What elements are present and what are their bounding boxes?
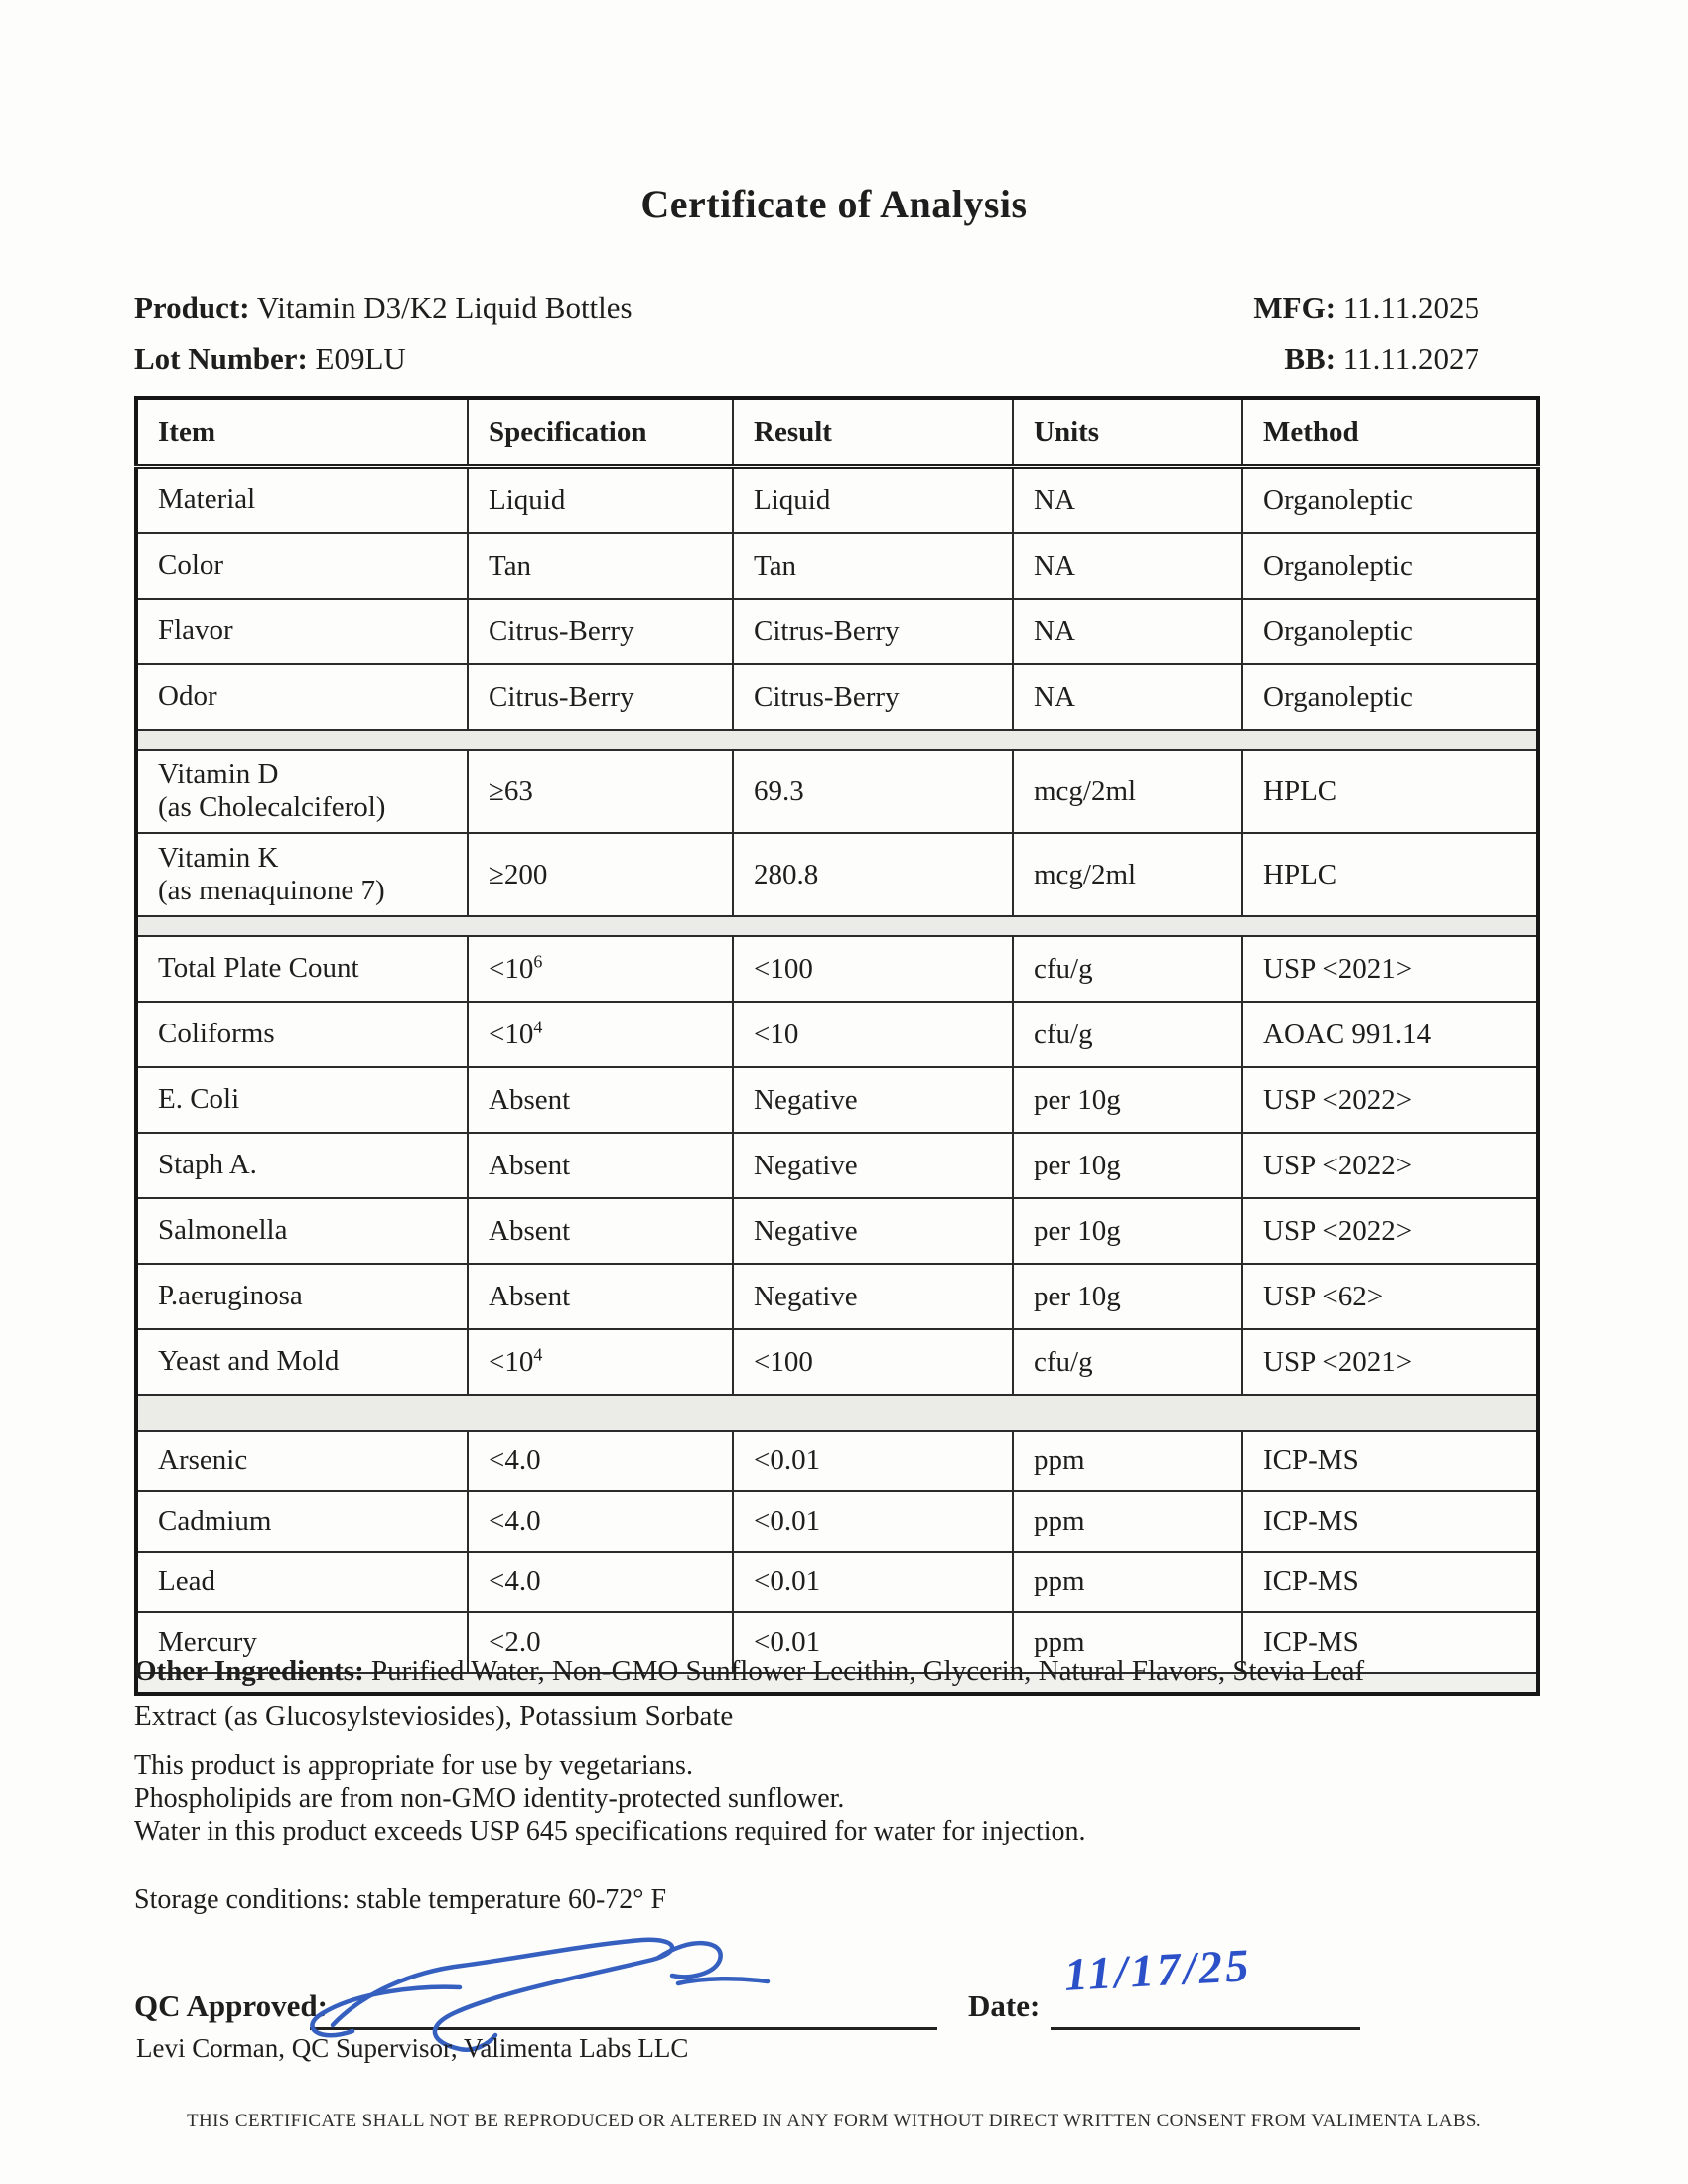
date-label: Date: bbox=[968, 1988, 1041, 2023]
cell-method: USP <2021> bbox=[1242, 936, 1538, 1002]
storage-conditions: Storage conditions: stable temperature 60-72° F bbox=[134, 1884, 667, 1915]
cell-spec: Absent bbox=[468, 1198, 733, 1264]
table-row bbox=[136, 599, 1538, 664]
cell-item: E. Coli bbox=[136, 1067, 468, 1133]
table-row bbox=[136, 833, 1538, 916]
table-row bbox=[136, 936, 1538, 1002]
table-row bbox=[136, 1431, 1538, 1491]
cell-item: Total Plate Count bbox=[136, 936, 468, 1002]
cell-units: ppm bbox=[1013, 1612, 1242, 1673]
cell-method: Organoleptic bbox=[1242, 467, 1538, 534]
cell-result: Negative bbox=[733, 1198, 1013, 1264]
cell-spec: $<10^6$ bbox=[468, 936, 733, 1002]
signer-name: Levi Corman, QC Supervisor, Valimenta Labs LLC bbox=[136, 2033, 689, 2063]
product-notes bbox=[134, 1749, 1465, 1847]
cell-method: Organoleptic bbox=[1242, 599, 1538, 664]
cell-result: <100 bbox=[733, 1329, 1013, 1395]
cell-spec: Absent bbox=[468, 1067, 733, 1133]
cell-units: NA bbox=[1013, 664, 1242, 730]
table-row bbox=[136, 533, 1538, 599]
cell-method: Organoleptic bbox=[1242, 533, 1538, 599]
table-row bbox=[136, 1491, 1538, 1552]
cell-spec: <2.0 bbox=[468, 1612, 733, 1673]
cell-method: USP <2022> bbox=[1242, 1133, 1538, 1198]
cell-spec: $<10^4$ bbox=[468, 1329, 733, 1395]
cell-spec: Citrus-Berry bbox=[468, 599, 733, 664]
cell-result: <100 bbox=[733, 936, 1013, 1002]
qc-approved-label: QC Approved: bbox=[134, 1988, 328, 2023]
table-row bbox=[136, 664, 1538, 730]
bb-value: 11.11.2027 bbox=[1342, 341, 1479, 376]
cell-method: HPLC bbox=[1242, 833, 1538, 916]
page-title: Certificate of Analysis bbox=[640, 182, 1028, 226]
cell-spec: Liquid bbox=[468, 467, 733, 534]
table-row bbox=[136, 1198, 1538, 1264]
cell-units: mcg/2ml bbox=[1013, 833, 1242, 916]
cell-item: Lead bbox=[136, 1552, 468, 1612]
cell-spec: ≥63 bbox=[468, 750, 733, 833]
cell-spec: <4.0 bbox=[468, 1552, 733, 1612]
section-separator bbox=[136, 730, 1538, 750]
cell-units: per 10g bbox=[1013, 1264, 1242, 1329]
cell-method: HPLC bbox=[1242, 750, 1538, 833]
cell-method: ICP-MS bbox=[1242, 1431, 1538, 1491]
lot-line bbox=[134, 341, 406, 377]
col-header-item: Item bbox=[136, 398, 468, 467]
lot-label: Lot Number: bbox=[134, 341, 308, 376]
cell-item: Staph A. bbox=[136, 1133, 468, 1198]
cell-item: Cadmium bbox=[136, 1491, 468, 1552]
cell-result: <0.01 bbox=[733, 1491, 1013, 1552]
cell-method: AOAC 991.14 bbox=[1242, 1002, 1538, 1067]
other-ingredients bbox=[134, 1648, 1455, 1739]
cell-units: per 10g bbox=[1013, 1198, 1242, 1264]
table-row bbox=[136, 1264, 1538, 1329]
cell-item: Color bbox=[136, 533, 468, 599]
table-row bbox=[136, 1329, 1538, 1395]
col-header-specification: Specification bbox=[468, 398, 733, 467]
cell-spec: Absent bbox=[468, 1133, 733, 1198]
section-separator bbox=[136, 916, 1538, 936]
other-ingredients-value: Purified Water, Non-GMO Sunflower Lecithin, Glycerin, Natural Flavors, Stevia Leaf Extract (as Glucosylsteviosides), Potassium Sorbate bbox=[134, 1655, 1365, 1732]
cell-units: NA bbox=[1013, 599, 1242, 664]
note-vegetarian: This product is appropriate for use by vegetarians. bbox=[134, 1750, 693, 1781]
product-value: Vitamin D3/K2 Liquid Bottles bbox=[256, 290, 633, 325]
table-row bbox=[136, 1552, 1538, 1612]
cell-spec: <4.0 bbox=[468, 1431, 733, 1491]
cell-units: ppm bbox=[1013, 1491, 1242, 1552]
cell-spec: Citrus-Berry bbox=[468, 664, 733, 730]
cell-item: Flavor bbox=[136, 599, 468, 664]
cell-result: Negative bbox=[733, 1067, 1013, 1133]
cell-item: Mercury bbox=[136, 1612, 468, 1673]
mfg-value: 11.11.2025 bbox=[1342, 290, 1479, 325]
bb-line bbox=[1284, 341, 1479, 377]
handwritten-date: 11/17/25 bbox=[1062, 1940, 1253, 2001]
cell-method: USP <2022> bbox=[1242, 1067, 1538, 1133]
product-line bbox=[134, 290, 633, 326]
cell-spec: Tan bbox=[468, 533, 733, 599]
cell-result: <0.01 bbox=[733, 1612, 1013, 1673]
cell-result: Negative bbox=[733, 1133, 1013, 1198]
product-label: Product: bbox=[134, 290, 250, 325]
col-header-method: Method bbox=[1242, 398, 1538, 467]
cell-result: <10 bbox=[733, 1002, 1013, 1067]
cell-result: Citrus-Berry bbox=[733, 599, 1013, 664]
cell-item: Coliforms bbox=[136, 1002, 468, 1067]
cell-units: cfu/g bbox=[1013, 936, 1242, 1002]
cell-method: ICP-MS bbox=[1242, 1491, 1538, 1552]
cell-units: cfu/g bbox=[1013, 1002, 1242, 1067]
cell-item: P.aeruginosa bbox=[136, 1264, 468, 1329]
cell-units: mcg/2ml bbox=[1013, 750, 1242, 833]
table-row bbox=[136, 1133, 1538, 1198]
table-row bbox=[136, 467, 1538, 534]
cell-units: NA bbox=[1013, 467, 1242, 534]
cell-method: USP <62> bbox=[1242, 1264, 1538, 1329]
note-water: Water in this product exceeds USP 645 specifications required for water for injection. bbox=[134, 1816, 1086, 1846]
cell-spec: $<10^4$ bbox=[468, 1002, 733, 1067]
cell-units: ppm bbox=[1013, 1431, 1242, 1491]
cell-spec: <4.0 bbox=[468, 1491, 733, 1552]
lot-value: E09LU bbox=[315, 341, 406, 376]
cell-result: <0.01 bbox=[733, 1552, 1013, 1612]
table-row bbox=[136, 1067, 1538, 1133]
bb-label: BB: bbox=[1284, 341, 1336, 376]
cell-units: NA bbox=[1013, 533, 1242, 599]
mfg-line bbox=[1253, 290, 1479, 326]
cell-item: Salmonella bbox=[136, 1198, 468, 1264]
cell-item: Vitamin K (as menaquinone 7) bbox=[136, 833, 468, 916]
cell-method: USP <2022> bbox=[1242, 1198, 1538, 1264]
cell-units: per 10g bbox=[1013, 1067, 1242, 1133]
table-header-row bbox=[136, 398, 1538, 467]
analysis-table bbox=[134, 396, 1540, 1696]
note-phospholipids: Phospholipids are from non-GMO identity-protected sunflower. bbox=[134, 1783, 845, 1814]
col-header-result: Result bbox=[733, 398, 1013, 467]
cell-result: Citrus-Berry bbox=[733, 664, 1013, 730]
cell-spec: ≥200 bbox=[468, 833, 733, 916]
cell-method: ICP-MS bbox=[1242, 1612, 1538, 1673]
cell-units: ppm bbox=[1013, 1552, 1242, 1612]
other-ingredients-label: Other Ingredients: bbox=[134, 1655, 364, 1687]
cell-units: per 10g bbox=[1013, 1133, 1242, 1198]
table-row bbox=[136, 1002, 1538, 1067]
cell-method: Organoleptic bbox=[1242, 664, 1538, 730]
cell-result: Negative bbox=[733, 1264, 1013, 1329]
col-header-units: Units bbox=[1013, 398, 1242, 467]
cell-spec: Absent bbox=[468, 1264, 733, 1329]
cell-item: Arsenic bbox=[136, 1431, 468, 1491]
cell-result: 280.8 bbox=[733, 833, 1013, 916]
cell-item: Vitamin D (as Cholecalciferol) bbox=[136, 750, 468, 833]
cell-item: Odor bbox=[136, 664, 468, 730]
cell-result: Liquid bbox=[733, 467, 1013, 534]
cell-result: Tan bbox=[733, 533, 1013, 599]
header-info bbox=[134, 290, 1479, 393]
cell-item: Material bbox=[136, 467, 468, 534]
cell-result: 69.3 bbox=[733, 750, 1013, 833]
cell-item: Yeast and Mold bbox=[136, 1329, 468, 1395]
section-separator bbox=[136, 1395, 1538, 1431]
mfg-label: MFG: bbox=[1253, 290, 1336, 325]
table-row bbox=[136, 750, 1538, 833]
cell-method: USP <2021> bbox=[1242, 1329, 1538, 1395]
cell-units: cfu/g bbox=[1013, 1329, 1242, 1395]
cell-result: <0.01 bbox=[733, 1431, 1013, 1491]
cell-method: ICP-MS bbox=[1242, 1552, 1538, 1612]
footer-disclaimer: THIS CERTIFICATE SHALL NOT BE REPRODUCED OR ALTERED IN ANY FORM WITHOUT DIRECT WRITTEN CONSENT FROM VALIMENTA LABS. bbox=[186, 2111, 1482, 2131]
